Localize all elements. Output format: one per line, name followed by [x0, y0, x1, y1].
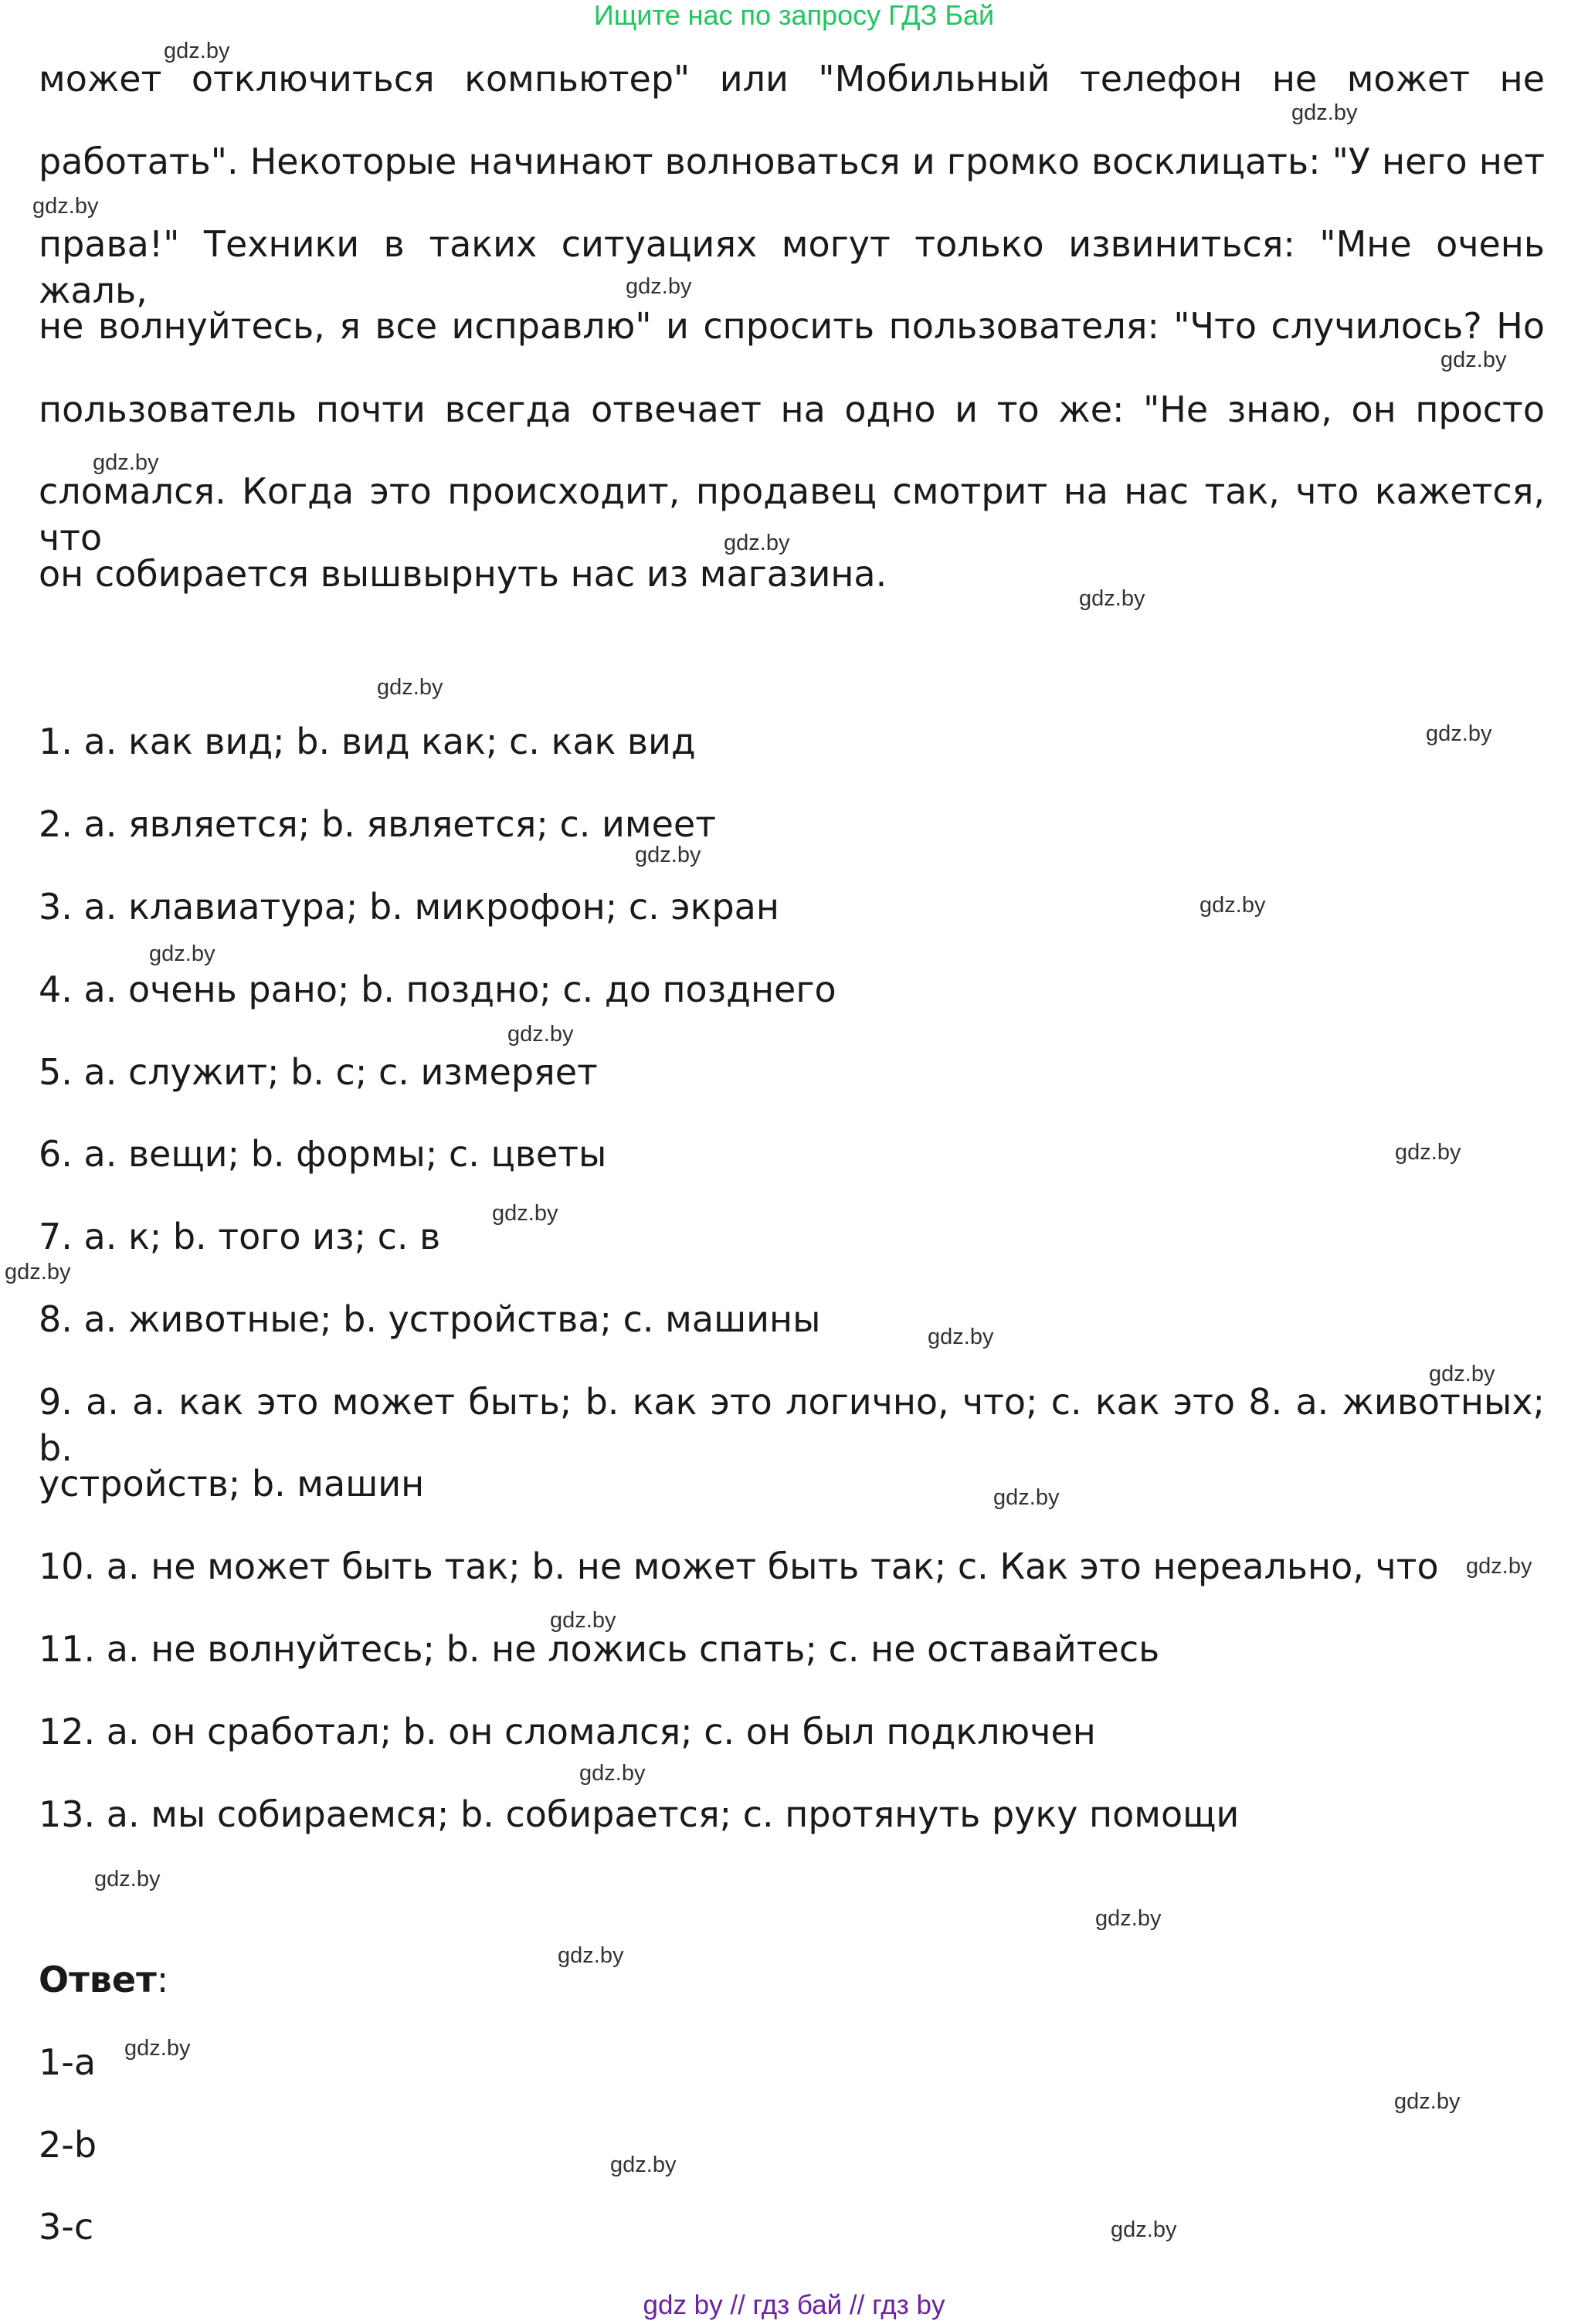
watermark: gdz.by — [32, 194, 99, 219]
list-item: 11. a. не волнуйтесь; b. не ложись спать; c. не оставайтесь — [39, 1628, 1160, 1670]
list-item: устройств; b. машин — [39, 1463, 425, 1505]
paragraph-line: работать". Некоторые начинают волноваться и громко восклицать: "У него нет — [39, 141, 1545, 182]
answer-title: Ответ — [39, 1959, 157, 2000]
answer-item: 1-a — [39, 2041, 97, 2083]
list-item: 10. a. не может быть так; b. не может быть так; c. Как это нереально, что — [39, 1545, 1439, 1587]
watermark: gdz.by — [377, 675, 443, 700]
watermark: gdz.by — [124, 2036, 191, 2061]
paragraph-line: может отключиться компьютер" или "Мобильный телефон не может не — [39, 58, 1545, 100]
list-item: 8. a. животные; b. устройства; c. машины — [39, 1298, 821, 1340]
watermark: gdz.by — [1394, 2089, 1461, 2114]
watermark: gdz.by — [149, 941, 215, 966]
list-item: 2. a. является; b. является; c. имеет — [39, 803, 716, 845]
watermark: gdz.by — [1199, 893, 1266, 918]
watermark: gdz.by — [1466, 1554, 1532, 1579]
watermark: gdz.by — [1440, 348, 1507, 372]
watermark: gdz.by — [928, 1325, 994, 1349]
paragraph-line: права!" Техники в таких ситуациях могут только извиниться: "Мне очень жаль, — [39, 223, 1545, 311]
watermark: gdz.by — [1429, 1362, 1495, 1386]
list-item: 3. a. клавиатура; b. микрофон; c. экран — [39, 886, 779, 928]
watermark: gdz.by — [635, 843, 701, 867]
watermark: gdz.by — [558, 1943, 624, 1968]
watermark: gdz.by — [1111, 2217, 1177, 2242]
list-item: 13. a. мы собираемся; b. собирается; c. протянуть руку помощи — [39, 1793, 1240, 1835]
list-item: 1. a. как вид; b. вид как; c. как вид — [39, 721, 696, 762]
list-item: 7. a. к; b. того из; c. в — [39, 1216, 441, 1257]
paragraph-line: пользователь почти всегда отвечает на одно и то же: "Не знаю, он просто — [39, 388, 1545, 430]
paragraph-line: он собирается вышвырнуть нас из магазина. — [39, 553, 887, 595]
list-item: 12. a. он сработал; b. он сломался; c. он был подключен — [39, 1711, 1096, 1752]
watermark: gdz.by — [1291, 100, 1358, 125]
answer-colon: : — [156, 1959, 169, 2000]
watermark: gdz.by — [1395, 1140, 1461, 1165]
watermark: gdz.by — [507, 1022, 574, 1047]
watermark: gdz.by — [94, 1867, 161, 1891]
watermark: gdz.by — [626, 274, 692, 299]
watermark: gdz.by — [724, 531, 790, 555]
watermark: gdz.by — [993, 1485, 1060, 1510]
watermark: gdz.by — [492, 1201, 558, 1226]
answer-heading — [39, 1956, 168, 2003]
list-item: 5. a. служит; b. с; c. измеряет — [39, 1051, 598, 1093]
watermark: gdz.by — [610, 2153, 677, 2177]
watermark: gdz.by — [5, 1260, 71, 1284]
watermark: gdz.by — [1095, 1906, 1162, 1931]
answer-item: 3-c — [39, 2206, 94, 2248]
list-item: 9. a. a. как это может быть; b. как это логично, что; c. как это 8. a. животных; b. — [39, 1381, 1545, 1469]
answer-item: 2-b — [39, 2124, 97, 2166]
list-item: 4. a. очень рано; b. поздно; c. до позднего — [39, 969, 836, 1010]
watermark: gdz.by — [1079, 586, 1145, 611]
footer-links[interactable]: gdz by // гдз бай // гдз by — [643, 2290, 945, 2320]
watermark: gdz.by — [164, 39, 230, 63]
watermark: gdz.by — [550, 1608, 616, 1633]
watermark: gdz.by — [93, 450, 159, 475]
top-banner[interactable]: Ищите нас по запросу ГДЗ Бай — [593, 0, 995, 31]
list-item: 6. a. вещи; b. формы; c. цветы — [39, 1133, 607, 1175]
watermark: gdz.by — [579, 1761, 646, 1786]
watermark: gdz.by — [1426, 721, 1492, 746]
paragraph-line: сломался. Когда это происходит, продавец смотрит на нас так, что кажется, что — [39, 470, 1545, 558]
paragraph-line: не волнуйтесь, я все исправлю" и спросить пользователя: "Что случилось? Но — [39, 305, 1545, 347]
